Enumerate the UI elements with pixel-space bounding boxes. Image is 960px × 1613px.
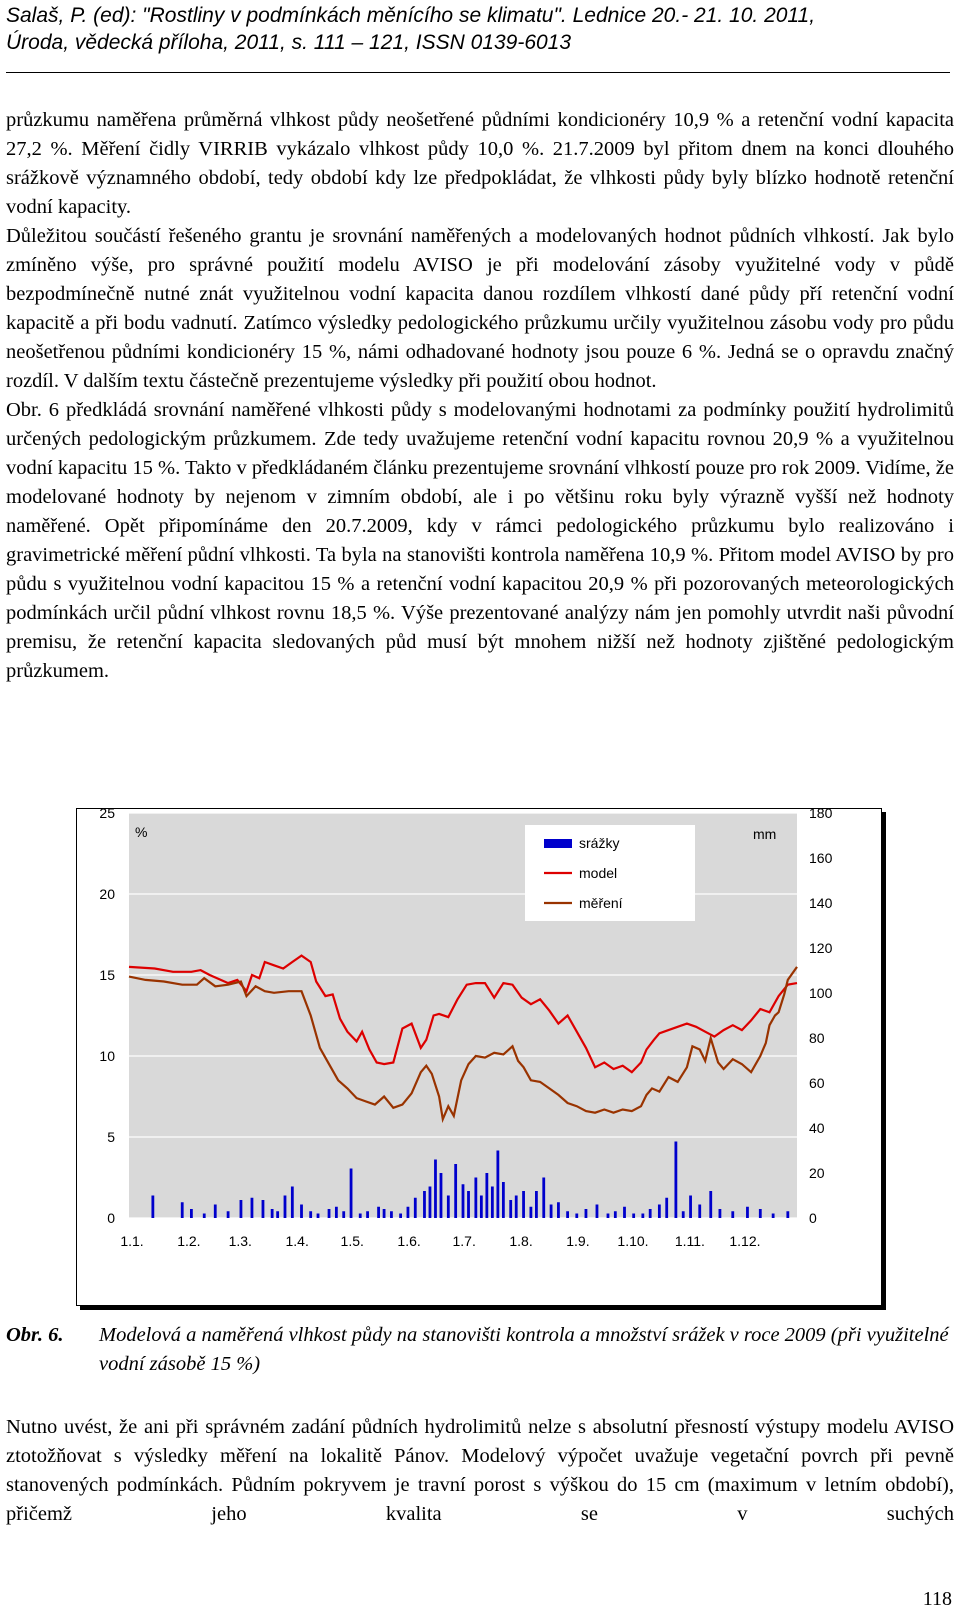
x-tick-label: 1.3.: [228, 1233, 252, 1249]
header-divider: [6, 72, 950, 73]
precipitation-bar: [335, 1207, 338, 1218]
precipitation-bar: [203, 1214, 206, 1219]
x-tick-label: 1.6.: [397, 1233, 421, 1249]
y2-tick-label: 80: [809, 1030, 825, 1046]
right-axis-unit: mm: [753, 826, 777, 842]
x-tick-label: 1.1.: [120, 1233, 144, 1249]
y2-tick-label: 40: [809, 1120, 825, 1136]
precipitation-bar: [447, 1196, 450, 1219]
y-tick-label: 0: [107, 1210, 115, 1226]
precipitation-bar: [429, 1187, 432, 1219]
paragraph: Důležitou součástí řešeného grantu je srovnání naměřených a modelovaných hodnot půdních vlhkostí. Jak bylo zmíněno výše, pro správné použití modelu AVISO je při modelování zásoby využitelné vody v půdě bezpodmínečně nutné znát využitelnou vodní kapacita danou rozdílem vlhkostí dané půdy pří retenční vodní kapacitě a při bodu vadnutí. Zatímco výsledky pedologického průzkumu určily využitelnou zásobu vody pro půdu neošetřenou půdními kondicionéry 15 %, námi odhadované hodnoty jsou pouze 6 %. Jedná se o opravdu značný rozdíl. V dalším textu částečně prezentujeme výsledky při použití obou hodnot.: [6, 225, 954, 392]
precipitation-bar: [377, 1207, 380, 1218]
precipitation-bar: [467, 1191, 470, 1218]
x-axis-ticks: [120, 1233, 760, 1249]
precipitation-bar: [414, 1198, 417, 1218]
precipitation-bar: [399, 1214, 402, 1219]
y2-tick-label: 120: [809, 940, 833, 956]
x-tick-label: 1.4.: [285, 1233, 309, 1249]
precipitation-bar: [262, 1200, 265, 1218]
precipitation-bar: [719, 1209, 722, 1218]
precipitation-bar: [665, 1198, 668, 1218]
precipitation-bar: [440, 1173, 443, 1218]
precipitation-bar: [566, 1211, 569, 1218]
paragraph: Nutno uvést, že ani při správném zadání půdních hydrolimitů nelze s absolutní přesností výstupy modelu AVISO ztotožňovat s výsledky měření na lokalitě Pánov. Modelový výpočet uvažuje vegetační povrch při pevně stanovených podmínkách. Půdním pokryvem je travní porost s výškou do 15 cm (maximum v letním období), přičemž jeho kvalita se v suchých: [6, 1416, 954, 1525]
body-text-bottom: [6, 1413, 954, 1529]
precipitation-bar: [317, 1214, 320, 1219]
page-number: 118: [922, 1588, 952, 1610]
legend: [525, 825, 695, 921]
y2-tick-label: 0: [809, 1210, 817, 1226]
precipitation-bar: [480, 1196, 483, 1219]
precipitation-bar: [641, 1214, 644, 1219]
precipitation-bar: [772, 1214, 775, 1219]
precipitation-bar: [309, 1211, 312, 1218]
precipitation-bar: [596, 1205, 599, 1219]
precipitation-bar: [674, 1142, 677, 1219]
x-tick-label: 1.11.: [674, 1233, 705, 1249]
precipitation-bar: [515, 1196, 518, 1219]
precipitation-bar: [658, 1205, 661, 1219]
precipitation-bar: [709, 1191, 712, 1218]
precipitation-bar: [607, 1214, 610, 1219]
y2-tick-label: 60: [809, 1075, 825, 1091]
precipitation-bar: [328, 1209, 331, 1218]
precipitation-bar: [682, 1211, 685, 1218]
y2-tick-label: 100: [809, 985, 833, 1001]
x-tick-label: 1.2.: [177, 1233, 201, 1249]
y2-tick-label: 140: [809, 895, 833, 911]
precipitation-bar: [530, 1207, 533, 1218]
header-line-1: Salaš, P. (ed): "Rostliny v podmínkách měnícího se klimatu". Lednice 20.- 21. 10. 2011,: [6, 4, 816, 27]
precipitation-bar: [542, 1178, 545, 1219]
y-tick-label: 10: [99, 1048, 115, 1064]
legend-label-srazky: srážky: [579, 835, 620, 851]
precipitation-bar: [276, 1211, 279, 1218]
caption-text: Modelová a naměřená vlhkost půdy na stanovišti kontrola a množství srážek v roce 2009 (při využitelné vodní zásobě 15 %): [99, 1324, 949, 1375]
precipitation-bar: [454, 1164, 457, 1218]
precipitation-bar: [496, 1151, 499, 1219]
precipitation-bar: [214, 1205, 217, 1219]
precipitation-bar: [502, 1182, 505, 1218]
precipitation-bar: [522, 1191, 525, 1218]
y-tick-label: 25: [99, 809, 115, 821]
paragraph: Obr. 6 předkládá srovnání naměřené vlhkosti půdy s modelovanými hodnotami za podmínky použití hydrolimitů určených pedologickým průzkumem. Zde tedy uvažujeme retenční vodní kapacitu rovnou 20,9 % a využitelnou vodní kapacitu 15 %. Takto v předkládaném článku prezentujeme srovnání vlhkostí pouze pro rok 2009. Vidíme, že modelované hodnoty by nejenom v zimním období, ale i po většinu roku byly výrazně vyšší než hodnoty naměřené. Opět připomínáme den 20.7.2009, kdy v rámci pedologického průzkumu bylo realizováno i gravimetrické měření půdní vlhkosti. Ta byla na stanovišti kontrola naměřena 10,9 %. Přitom model AVISO by pro půdu s využitelnou vodní kapacitou 15 % a retenční vodní kapacitou 20,9 % při pozorovaných meteorologických podmínkách určil půdní vlhkost rovnu 18,5 %. Výše prezentované analýzy nám jen pomohly utvrdit naši původní premisu, že retenční kapacita sledovaných půd musí být mnohem nižší než hodnoty zjištěné pedologickým průzkumem.: [6, 399, 954, 682]
precipitation-bar: [350, 1169, 353, 1219]
precipitation-bar: [227, 1211, 230, 1218]
precipitation-bar: [462, 1184, 465, 1218]
x-tick-label: 1.7.: [452, 1233, 476, 1249]
y-tick-label: 5: [107, 1129, 115, 1145]
x-tick-label: 1.10.: [617, 1233, 649, 1249]
precipitation-bar: [434, 1160, 437, 1219]
precipitation-bar: [689, 1196, 692, 1219]
x-tick-label: 1.9.: [566, 1233, 590, 1249]
precipitation-bar: [557, 1202, 560, 1218]
precipitation-bar: [623, 1207, 626, 1218]
precipitation-bar: [390, 1211, 393, 1218]
precipitation-bar: [190, 1209, 193, 1218]
precipitation-bar: [786, 1211, 789, 1218]
precipitation-bar: [181, 1202, 184, 1218]
precipitation-bar: [509, 1200, 512, 1218]
precipitation-bar: [366, 1211, 369, 1218]
left-axis-ticks: [99, 809, 115, 1226]
plot-background: [129, 813, 797, 1218]
precipitation-bar: [359, 1214, 362, 1219]
precipitation-bar: [575, 1214, 578, 1219]
y2-tick-label: 160: [809, 850, 833, 866]
x-tick-label: 1.8.: [509, 1233, 533, 1249]
precipitation-bar: [271, 1209, 274, 1218]
y-tick-label: 20: [99, 886, 115, 902]
precipitation-bar: [251, 1198, 254, 1218]
body-text-top: [6, 106, 954, 686]
x-tick-label: 1.5.: [340, 1233, 364, 1249]
precipitation-bar: [485, 1173, 488, 1218]
precipitation-bar: [383, 1209, 386, 1218]
precipitation-bar: [474, 1178, 477, 1219]
precipitation-bar: [759, 1209, 762, 1218]
y2-tick-label: 180: [809, 809, 833, 821]
journal-header: [6, 2, 946, 56]
precipitation-bar: [535, 1191, 538, 1218]
caption-label: Obr. 6.: [6, 1324, 64, 1346]
precipitation-bar: [585, 1209, 588, 1218]
precipitation-bar: [300, 1205, 303, 1219]
y-tick-label: 15: [99, 967, 115, 983]
chart-svg: [77, 809, 881, 1305]
precipitation-bar: [550, 1205, 553, 1219]
legend-label-mereni: měření: [579, 895, 623, 911]
precipitation-bar: [632, 1214, 635, 1219]
precipitation-bar: [491, 1187, 494, 1219]
precipitation-bar: [746, 1207, 749, 1218]
precipitation-bar: [731, 1211, 734, 1218]
precipitation-bar: [649, 1209, 652, 1218]
x-tick-label: 1.12.: [729, 1233, 761, 1249]
y2-tick-label: 20: [809, 1165, 825, 1181]
precipitation-bar: [291, 1187, 294, 1219]
legend-label-model: model: [579, 865, 618, 881]
paragraph: průzkumu naměřena průměrná vlhkost půdy neošetřené půdními kondicionéry 10,9 % a retenční vodní kapacita 27,2 %. Měření čidly VIRRIB vykázalo vlhkost půdy 10,0 %. 21.7.2009 byl přitom dnem na konci dlouhého srážkově významného období, tedy období kdy lze předpokládat, že vlhkosti půdy byly blízko hodnotě retenční vodní kapacity.: [6, 109, 954, 218]
legend-swatch-srazky: [544, 839, 572, 848]
precipitation-bar: [614, 1211, 617, 1218]
precipitation-bar: [342, 1211, 345, 1218]
right-axis-ticks: [809, 809, 833, 1226]
precipitation-bar: [240, 1200, 243, 1218]
figure-6-chart: [76, 808, 882, 1306]
precipitation-bar: [423, 1191, 426, 1218]
header-line-2: Úroda, vědecká příloha, 2011, s. 111 – 121, ISSN 0139-6013: [6, 31, 572, 54]
precipitation-bar: [284, 1196, 287, 1219]
left-axis-unit: %: [135, 824, 148, 840]
precipitation-bar: [407, 1207, 410, 1218]
precipitation-bar: [698, 1205, 701, 1219]
precipitation-bar: [151, 1196, 154, 1219]
